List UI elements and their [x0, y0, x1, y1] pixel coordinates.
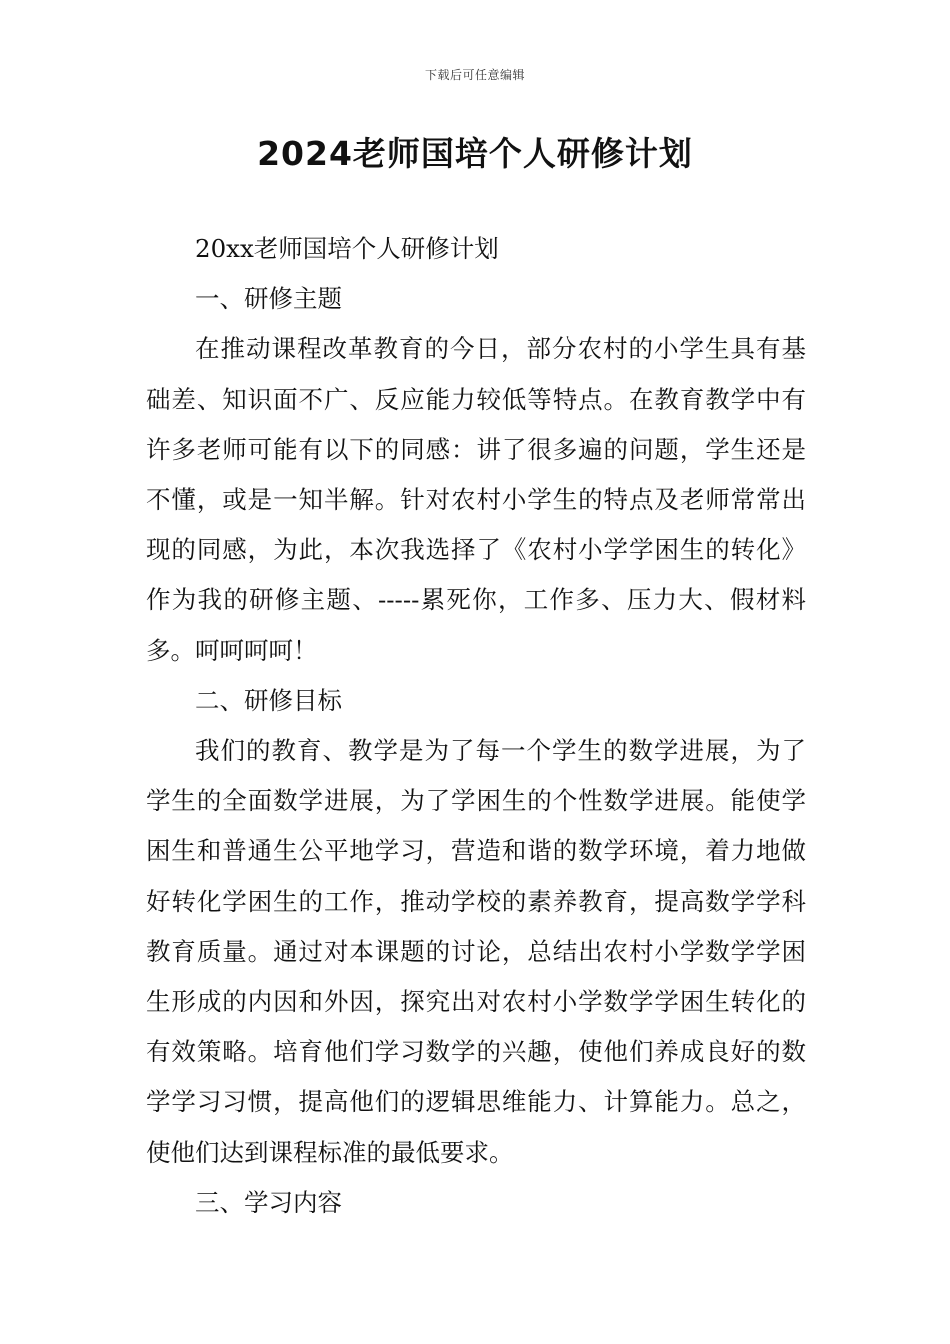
- section-heading-1: 一、研修主题: [195, 284, 342, 314]
- header-note: 下载后可任意编辑: [424, 68, 525, 82]
- section-paragraph-1: 在推动课程改革教育的今日，部分农村的小学生具有基础差、知识面不广、反应能力较低等特点。在教育教学中有许多老师可能有以下的同感：讲了很多遍的问题，学生还是不懂，或是一知半解。针对农村小学生的特点及老师常常出现的同感，为此，本次我选择了《农村小学学困生的转化》作为我的研修主题、-----累死你，工作多、压力大、假材料多。呵呵呵呵！: [146, 334, 806, 665]
- page-title: 2024老师国培个人研修计划: [257, 134, 693, 173]
- section-heading-2: 二、研修目标: [195, 685, 342, 715]
- document-subtitle: 20xx老师国培个人研修计划: [195, 234, 499, 263]
- document-body: [146, 224, 806, 1228]
- section-heading-3: 三、学习内容: [195, 1187, 342, 1217]
- section-paragraph-2: 我们的教育、教学是为了每一个学生的数学进展，为了学生的全面数学进展，为了学困生的个性数学进展。能使学困生和普通生公平地学习，营造和谐的数学环境，着力地做好转化学困生的工作，推动学校的素养教育，提高数学学科教育质量。通过对本课题的讨论，总结出农村小学数学学困生形成的内因和外因，探究出对农村小学数学学困生转化的有效策略。培育他们学习数学的兴趣，使他们养成良好的数学学习习惯，提高他们的逻辑思维能力、计算能力。总之，使他们达到课程标准的最低要求。: [146, 736, 806, 1167]
